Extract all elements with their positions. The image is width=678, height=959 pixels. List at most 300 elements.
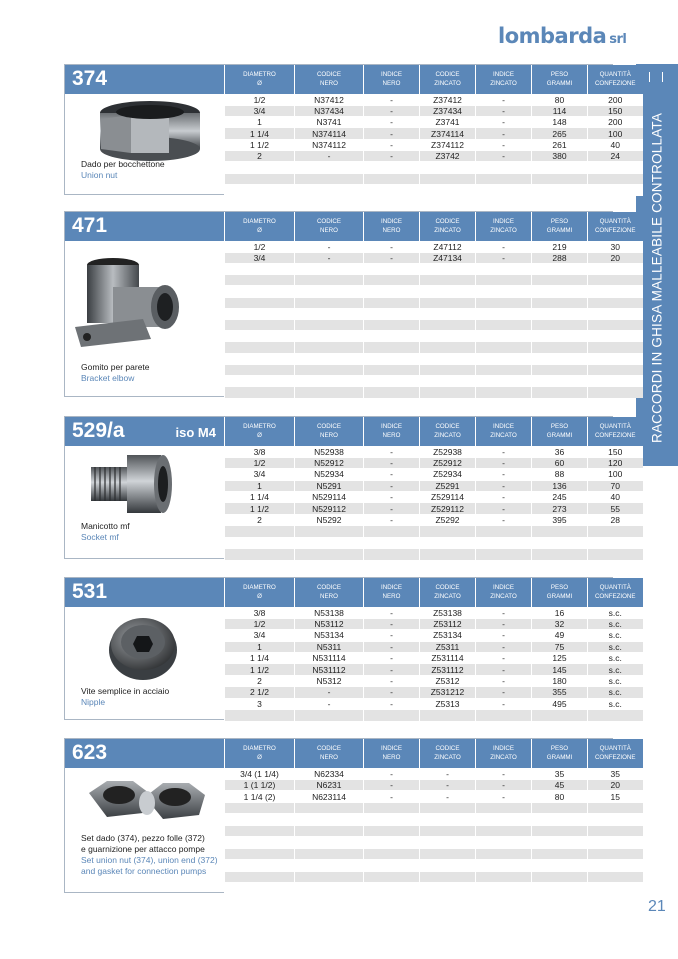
table-row [225,710,643,721]
specs-table [224,65,643,196]
table-cell [295,871,364,882]
table-cell: - [295,241,364,252]
table-row [225,252,643,263]
table-row [225,618,643,629]
table-row [225,768,643,779]
table-cell: 20 [588,779,643,790]
table-cell [364,364,420,375]
column-header-line: NERO [382,432,401,440]
product-block-529-a [64,416,636,559]
product-info-panel [65,65,224,194]
table-cell [420,364,476,375]
column-header-line: Ø [257,754,262,762]
column-header-line: Ø [257,593,262,601]
table-cell: 1 1/2 [225,503,295,514]
table-cell [476,526,532,537]
table-cell: 1 [225,641,295,652]
table-cell: 49 [532,630,588,641]
table-cell: - [364,641,420,652]
column-header-line: Ø [257,80,262,88]
column-header-line: INDICE [381,584,402,592]
table-cell: 1 1/4 [225,492,295,503]
table-cell: Z52912 [420,457,476,468]
table-cell: 2 [225,675,295,686]
product-number-header [65,739,224,768]
table-cell: Z5311 [420,641,476,652]
table-cell: - [295,151,364,162]
column-header [225,417,295,446]
table-cell [295,825,364,836]
page-number: 21 [648,898,666,915]
table-cell [588,802,643,813]
column-header-line: INDICE [493,745,514,753]
product-info-panel [65,578,224,719]
column-header-line: CODICE [316,423,342,431]
product-name-italian: e guarnizione per attacco pompe [81,844,205,854]
table-cell [476,848,532,859]
column-header-line: Ø [257,432,262,440]
table-cell [364,353,420,364]
table-cell [225,387,295,398]
table-cell: 28 [588,514,643,525]
table-cell: - [364,241,420,252]
table-cell [476,185,532,196]
column-header-line: NERO [320,80,338,88]
brand-suffix: srl [609,32,627,47]
table-cell [420,331,476,342]
table-cell: 495 [532,698,588,709]
table-cell: - [476,791,532,802]
table-cell: 80 [532,94,588,105]
table-row [225,698,643,709]
column-header-line: DIAMETRO [243,423,276,431]
specs-table [224,739,643,894]
table-cell [476,883,532,894]
table-row [225,375,643,386]
table-cell: N62334 [295,768,364,779]
table-cell [225,331,295,342]
table-cell [225,353,295,364]
table-cell: - [364,139,420,150]
table-cell [476,286,532,297]
table-cell [225,375,295,386]
table-cell [532,342,588,353]
table-cell: N53134 [295,630,364,641]
table-cell: - [364,698,420,709]
table-cell: 136 [532,480,588,491]
table-cell [364,319,420,330]
table-cell: s.c. [588,641,643,652]
table-cell [364,537,420,548]
table-cell [588,537,643,548]
column-header-line: CONFEZIONE [594,80,636,88]
table-cell: - [364,128,420,139]
table-cell: Z3741 [420,117,476,128]
table-cell [420,837,476,848]
table-cell: 114 [532,105,588,116]
table-row [225,492,643,503]
table-cell [364,814,420,825]
brand-name: lombarda [498,24,607,48]
table-cell [420,387,476,398]
table-cell: 3/4 [225,469,295,480]
table-cell: - [476,105,532,116]
table-cell: 1 1/2 [225,139,295,150]
table-cell: Z53138 [420,607,476,618]
table-cell: - [364,94,420,105]
product-block-623 [64,738,636,893]
table-cell: - [364,252,420,263]
table-row [225,480,643,491]
table-cell: Z47134 [420,252,476,263]
table-cell: - [364,607,420,618]
column-header [364,65,420,94]
product-name-english: Nipple [81,697,106,707]
table-row [225,353,643,364]
table-row [225,779,643,790]
table-cell [295,364,364,375]
table-cell [588,860,643,871]
table-cell: s.c. [588,630,643,641]
product-name-english: Socket mf [81,532,119,542]
table-cell: 32 [532,618,588,629]
product-number-header [65,417,224,446]
table-cell: N529112 [295,503,364,514]
product-name-italian: Set dado (374), pezzo folle (372) [81,833,205,843]
column-header [364,578,420,607]
table-cell [420,549,476,560]
table-row [225,814,643,825]
table-cell: - [420,779,476,790]
column-header [225,739,295,768]
table-cell: 100 [588,128,643,139]
table-cell: 180 [532,675,588,686]
table-cell [225,526,295,537]
table-cell: s.c. [588,653,643,664]
table-cell [476,353,532,364]
table-row [225,139,643,150]
table-cell [420,286,476,297]
column-header-line: ZINCATO [490,754,517,762]
table-cell [588,710,643,721]
table-row [225,185,643,196]
table-cell: s.c. [588,675,643,686]
table-cell [364,162,420,173]
table-cell [588,286,643,297]
table-cell [532,860,588,871]
table-row [225,653,643,664]
table-cell: 30 [588,241,643,252]
table-cell [295,342,364,353]
table-cell: 355 [532,687,588,698]
table-cell: - [476,139,532,150]
table-cell: - [476,503,532,514]
table-cell [532,871,588,882]
column-header-line: CODICE [316,71,342,79]
table-cell: - [364,514,420,525]
product-name-english: Union nut [81,170,118,180]
column-header-line: DIAMETRO [243,584,276,592]
column-header-line: QUANTITÀ [599,218,631,226]
table-cell [476,710,532,721]
column-header-line: DIAMETRO [243,218,276,226]
table-cell: N6231 [295,779,364,790]
column-header-line: GRAMMI [546,754,573,762]
column-header-line: DIAMETRO [243,745,276,753]
table-cell: - [476,457,532,468]
table-cell: Z374112 [420,139,476,150]
table-cell [420,375,476,386]
table-cell: - [476,252,532,263]
column-header [588,65,643,94]
table-cell: 100 [588,469,643,480]
table-cell [588,837,643,848]
table-cell: - [364,653,420,664]
table-cell [364,710,420,721]
table-cell [225,162,295,173]
table-cell [225,883,295,894]
table-cell [532,526,588,537]
table-cell [532,825,588,836]
column-header-line: PESO [550,745,569,753]
table-cell: - [364,791,420,802]
table-cell: - [476,664,532,675]
column-header [225,578,295,607]
column-header-line: CONFEZIONE [594,227,636,235]
side-category-label: RACCORDI IN GHISA MALLEABILE CONTROLLATA [649,112,665,443]
table-cell: 40 [588,492,643,503]
table-cell: - [476,241,532,252]
bracket-elbow-image [73,257,185,358]
table-cell: N623114 [295,791,364,802]
column-header [295,578,364,607]
table-cell: N53138 [295,607,364,618]
table-cell [588,263,643,274]
table-cell: - [476,94,532,105]
table-cell: - [476,469,532,480]
table-cell [476,342,532,353]
table-row [225,128,643,139]
table-cell: 70 [588,480,643,491]
table-cell: N531112 [295,664,364,675]
table-cell: s.c. [588,664,643,675]
table-cell [295,710,364,721]
table-row [225,286,643,297]
table-row [225,883,643,894]
table-cell [532,286,588,297]
table-cell: 150 [588,446,643,457]
table-cell: 3/4 (1 1/4) [225,768,295,779]
table-cell [532,353,588,364]
table-cell [295,814,364,825]
table-cell [588,331,643,342]
table-cell [420,308,476,319]
column-header-line: NERO [320,227,338,235]
table-cell: 145 [532,664,588,675]
table-cell [420,860,476,871]
table-cell [295,297,364,308]
table-cell: - [420,791,476,802]
table-cell [476,364,532,375]
table-cell [476,275,532,286]
table-row [225,446,643,457]
table-cell: 1 1/4 [225,653,295,664]
table-cell [476,860,532,871]
table-cell [588,549,643,560]
table-row [225,630,643,641]
table-cell [295,331,364,342]
column-header-line: CODICE [435,71,460,79]
table-row [225,297,643,308]
column-header-line: NERO [382,227,401,235]
product-block-374 [64,64,636,195]
table-cell [225,837,295,848]
column-header [364,739,420,768]
table-cell [420,814,476,825]
table-cell [588,319,643,330]
product-name-english: and gasket for connection pumps [81,866,207,876]
column-header-line: NERO [320,593,338,601]
product-number-header [65,65,224,94]
table-cell [588,814,643,825]
table-cell [588,871,643,882]
table-cell [364,549,420,560]
table-cell [532,308,588,319]
column-header [420,578,476,607]
table-cell: - [364,446,420,457]
table-cell: - [476,779,532,790]
table-cell: Z5291 [420,480,476,491]
table-cell [225,275,295,286]
column-header-line: CONFEZIONE [594,432,636,440]
table-cell: Z52934 [420,469,476,480]
table-cell: 35 [588,768,643,779]
table-cell: - [295,698,364,709]
table-cell: N5311 [295,641,364,652]
product-name-italian: Gomito per parete [81,362,150,372]
table-cell [364,275,420,286]
table-cell: 395 [532,514,588,525]
table-cell [364,848,420,859]
table-cell: 20 [588,252,643,263]
table-cell [532,263,588,274]
product-number-header [65,212,224,241]
table-cell: 1 1/4 (2) [225,791,295,802]
column-header-line: INDICE [381,218,402,226]
table-cell [588,275,643,286]
nipple-image [103,610,183,689]
table-row [225,675,643,686]
table-cell [588,848,643,859]
table-cell [476,308,532,319]
table-cell: 35 [532,768,588,779]
table-cell [588,825,643,836]
column-header-line: INDICE [381,71,402,79]
table-cell [225,848,295,859]
table-cell [476,871,532,882]
table-cell [532,364,588,375]
column-header-line: ZINCATO [490,80,517,88]
table-cell [476,173,532,184]
column-header [476,212,532,241]
product-block-531 [64,577,636,720]
column-header-line: NERO [382,593,401,601]
table-cell [476,837,532,848]
table-cell: 1 [225,117,295,128]
table-cell [532,848,588,859]
table-cell [225,710,295,721]
table-cell: 3 [225,698,295,709]
table-cell [295,319,364,330]
product-number: 529/a [72,419,125,442]
table-cell: 1 [225,480,295,491]
table-row [225,607,643,618]
table-cell [476,802,532,813]
table-cell: 200 [588,117,643,128]
table-cell: - [364,664,420,675]
table-cell: 1/2 [225,618,295,629]
table-cell [588,387,643,398]
column-header [364,417,420,446]
table-cell [295,353,364,364]
column-header-line: QUANTITÀ [599,745,631,753]
column-header-line: ZINCATO [434,593,461,601]
table-cell [532,883,588,894]
table-cell [225,825,295,836]
column-header-line: INDICE [493,71,514,79]
table-cell [532,710,588,721]
table-cell [532,173,588,184]
table-cell: - [476,128,532,139]
table-cell [364,375,420,386]
column-header-line: ZINCATO [490,593,517,601]
table-cell: - [476,514,532,525]
table-row [225,319,643,330]
table-cell: 120 [588,457,643,468]
table-cell: - [476,117,532,128]
column-header-line: PESO [550,71,569,79]
table-cell: N5291 [295,480,364,491]
product-number: 623 [72,741,108,764]
column-header-line: NERO [320,432,338,440]
table-cell: Z37412 [420,94,476,105]
column-header-line: PESO [550,584,569,592]
table-row [225,848,643,859]
column-header-line: CODICE [435,423,460,431]
table-cell [532,387,588,398]
table-cell: - [476,687,532,698]
column-header-line: NERO [320,754,338,762]
table-cell [588,342,643,353]
column-header [225,65,295,94]
table-cell: 2 [225,514,295,525]
table-cell: 45 [532,779,588,790]
product-block-471 [64,211,636,397]
table-cell: 3/8 [225,446,295,457]
table-cell: Z529114 [420,492,476,503]
table-row [225,331,643,342]
table-cell [364,837,420,848]
table-cell: N531114 [295,653,364,664]
column-header-line: QUANTITÀ [599,71,631,79]
table-cell: N52934 [295,469,364,480]
column-header [532,417,588,446]
table-cell [225,549,295,560]
table-cell: - [476,675,532,686]
table-row [225,549,643,560]
table-cell: 261 [532,139,588,150]
table-cell [225,364,295,375]
